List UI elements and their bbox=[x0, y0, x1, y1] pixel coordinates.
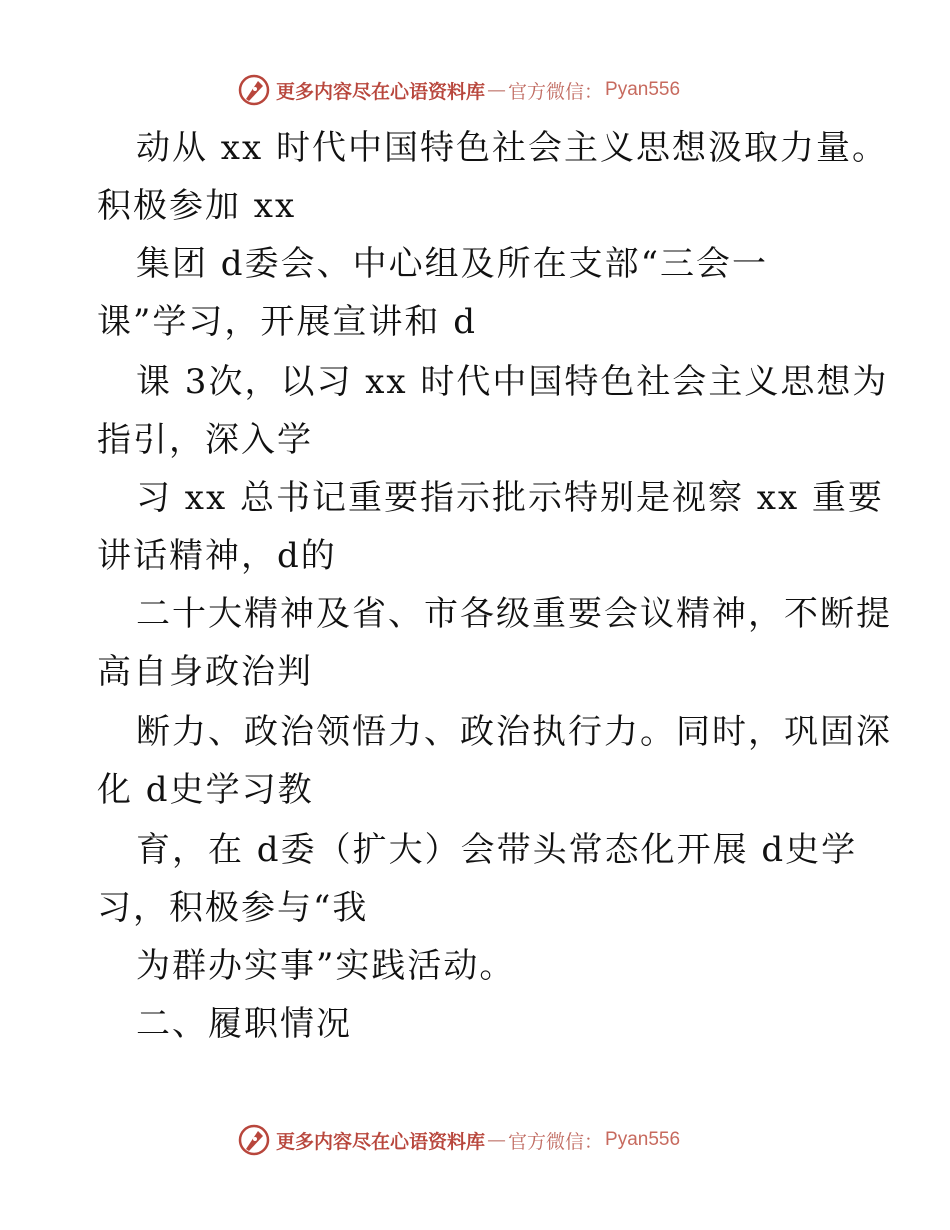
body-line: 育，在 d委（扩大）会带头常态化开展 d史学 bbox=[136, 830, 858, 870]
body-line: 动从 xx 时代中国特色社会主义思想汲取力量。 bbox=[136, 128, 888, 168]
banner-dash: — bbox=[487, 79, 507, 101]
body-line: 二十大精神及省、市各级重要会议精神，不断提 bbox=[136, 594, 892, 634]
header-banner bbox=[236, 70, 756, 110]
banner-dash: — bbox=[487, 1129, 507, 1151]
section-heading: 二、履职情况 bbox=[136, 1004, 352, 1044]
pen-nib-logo-icon bbox=[236, 1122, 272, 1158]
body-line: 积极参加 xx bbox=[97, 186, 297, 226]
body-line: 课”学习，开展宣讲和 d bbox=[97, 302, 477, 342]
body-line: 讲话精神，d的 bbox=[97, 536, 337, 576]
body-line: 习 xx 总书记重要指示批示特别是视察 xx 重要 bbox=[136, 478, 884, 518]
body-line: 断力、政治领悟力、政治执行力。同时，巩固深 bbox=[136, 712, 892, 752]
banner-wechat-label: 官方微信： bbox=[508, 1130, 604, 1153]
banner-site-name: 更多内容尽在心语资料库 bbox=[276, 80, 486, 103]
body-line: 习，积极参与“我 bbox=[97, 888, 369, 928]
body-line: 为群办实事”实践活动。 bbox=[136, 946, 516, 986]
banner-site-name: 更多内容尽在心语资料库 bbox=[276, 1130, 486, 1153]
banner-wechat-id: Pyan556 bbox=[605, 79, 681, 100]
banner-wechat-id: Pyan556 bbox=[605, 1129, 681, 1150]
body-line: 集团 d委会、中心组及所在支部“三会一 bbox=[136, 244, 768, 284]
banner-wechat-label: 官方微信： bbox=[508, 80, 604, 103]
body-line: 高自身政治判 bbox=[97, 652, 313, 692]
footer-banner bbox=[236, 1120, 756, 1160]
body-line: 化 d史学习教 bbox=[97, 770, 314, 810]
body-line: 指引，深入学 bbox=[97, 420, 313, 460]
body-line: 课 3次，以习 xx 时代中国特色社会主义思想为 bbox=[136, 362, 889, 402]
pen-nib-logo-icon bbox=[236, 72, 272, 108]
